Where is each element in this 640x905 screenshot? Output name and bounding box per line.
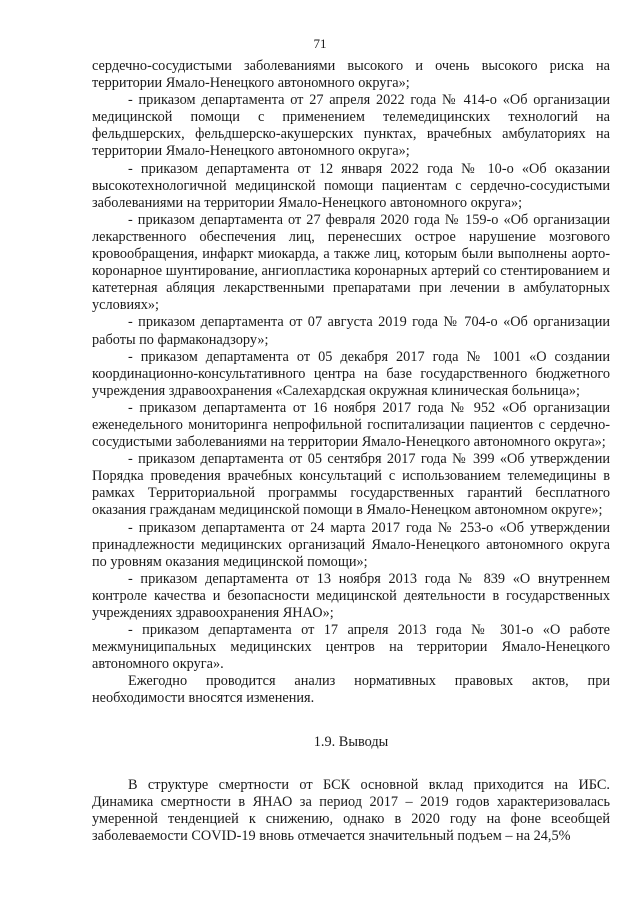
section-heading: 1.9. Выводы xyxy=(313,733,389,750)
list-item-order-399: - приказом департамента от 05 сентября 2017 года № 399 «Об утверждении Порядка проведения врачебных консультаций с использованием телемедицины в рамках Территориальной программы государственных гарантий бесплатного оказания гражданам медицинской помощи в Ямало-Ненецком автономном округе»; xyxy=(92,451,610,519)
paragraph-conclusion: В структуре смертности от БСК основной вклад приходится на ИБС. Динамика смертности в ЯНАО за период 2017 – 2019 годов характеризовалась умеренной тенденцией к снижению, однако в 2020 году на фоне всеобщей заболеваемости COVID-19 вновь отмечается значительный подъем – на 24,5% xyxy=(92,776,610,844)
list-item-order-952: - приказом департамента от 16 ноября 2017 года № 952 «Об организации еженедельного мониторинга непрофильной госпитализации пациентов с сердечно-сосудистыми заболеваниями на территории Ямало-Ненецкого автономного округа»; xyxy=(92,399,610,451)
list-item-order-301: - приказом департамента от 17 апреля 2013 года № 301-о «О работе межмуниципальных медицинских центров на территории Ямало-Ненецкого автономного округа». xyxy=(92,622,610,673)
list-item-order-1001: - приказом департамента от 05 декабря 2017 года № 1001 «О создании координационно-консультативного центра на базе государственного бюджетного учреждения здравоохранения «Салехардская окружная клиническая больница»; xyxy=(92,348,610,399)
list-item-order-253: - приказом департамента от 24 марта 2017 года № 253-о «Об утверждении принадлежности медицинских организаций Ямало-Ненецкого автономного округа по уровням оказания медицинской помощи»; xyxy=(92,519,610,570)
list-item-order-414: - приказом департамента от 27 апреля 2022 года № 414-о «Об организации медицинской помощи с применением телемедицинских технологий на фельдшерских, фельдшерско-акушерских пунктах, врачебных амбулаториях на территории Ямало-Ненецкого автономного округа»; xyxy=(92,92,610,160)
page-number: 71 xyxy=(313,36,327,51)
paragraph-annual-analysis: Ежегодно проводится анализ нормативных правовых актов, при необходимости вносятся изменения. xyxy=(92,673,610,707)
list-item-order-10: - приказом департамента от 12 января 2022 года № 10-о «Об оказании высокотехнологичной медицинской помощи пациентам с сердечно-сосудистыми заболеваниями на территории Ямало-Ненецкого автономного округа»; xyxy=(92,160,610,211)
document-body xyxy=(92,58,610,845)
paragraph-continuation: сердечно-сосудистыми заболеваниями высокого и очень высокого риска на территории Ямало-Ненецкого автономного округа»; xyxy=(92,58,610,92)
list-item-order-704: - приказом департамента от 07 августа 2019 года № 704-о «Об организации работы по фармаконадзору»; xyxy=(92,314,610,348)
list-item-order-839: - приказом департамента от 13 ноября 2013 года № 839 «О внутреннем контроле качества и безопасности медицинской деятельности в государственных учреждениях здравоохранения ЯНАО»; xyxy=(92,570,610,621)
list-item-order-159: - приказом департамента от 27 февраля 2020 года № 159-о «Об организации лекарственного обеспечения лиц, перенесших острое нарушение мозгового кровообращения, инфаркт миокарда, а также лиц, которым были выполнены аорто-коронарное шунтирование, ангиопластика коронарных артерий со стентированием и катетерная абляция лекарственными препаратами при лечении в амбулаторных условиях»; xyxy=(92,211,610,314)
